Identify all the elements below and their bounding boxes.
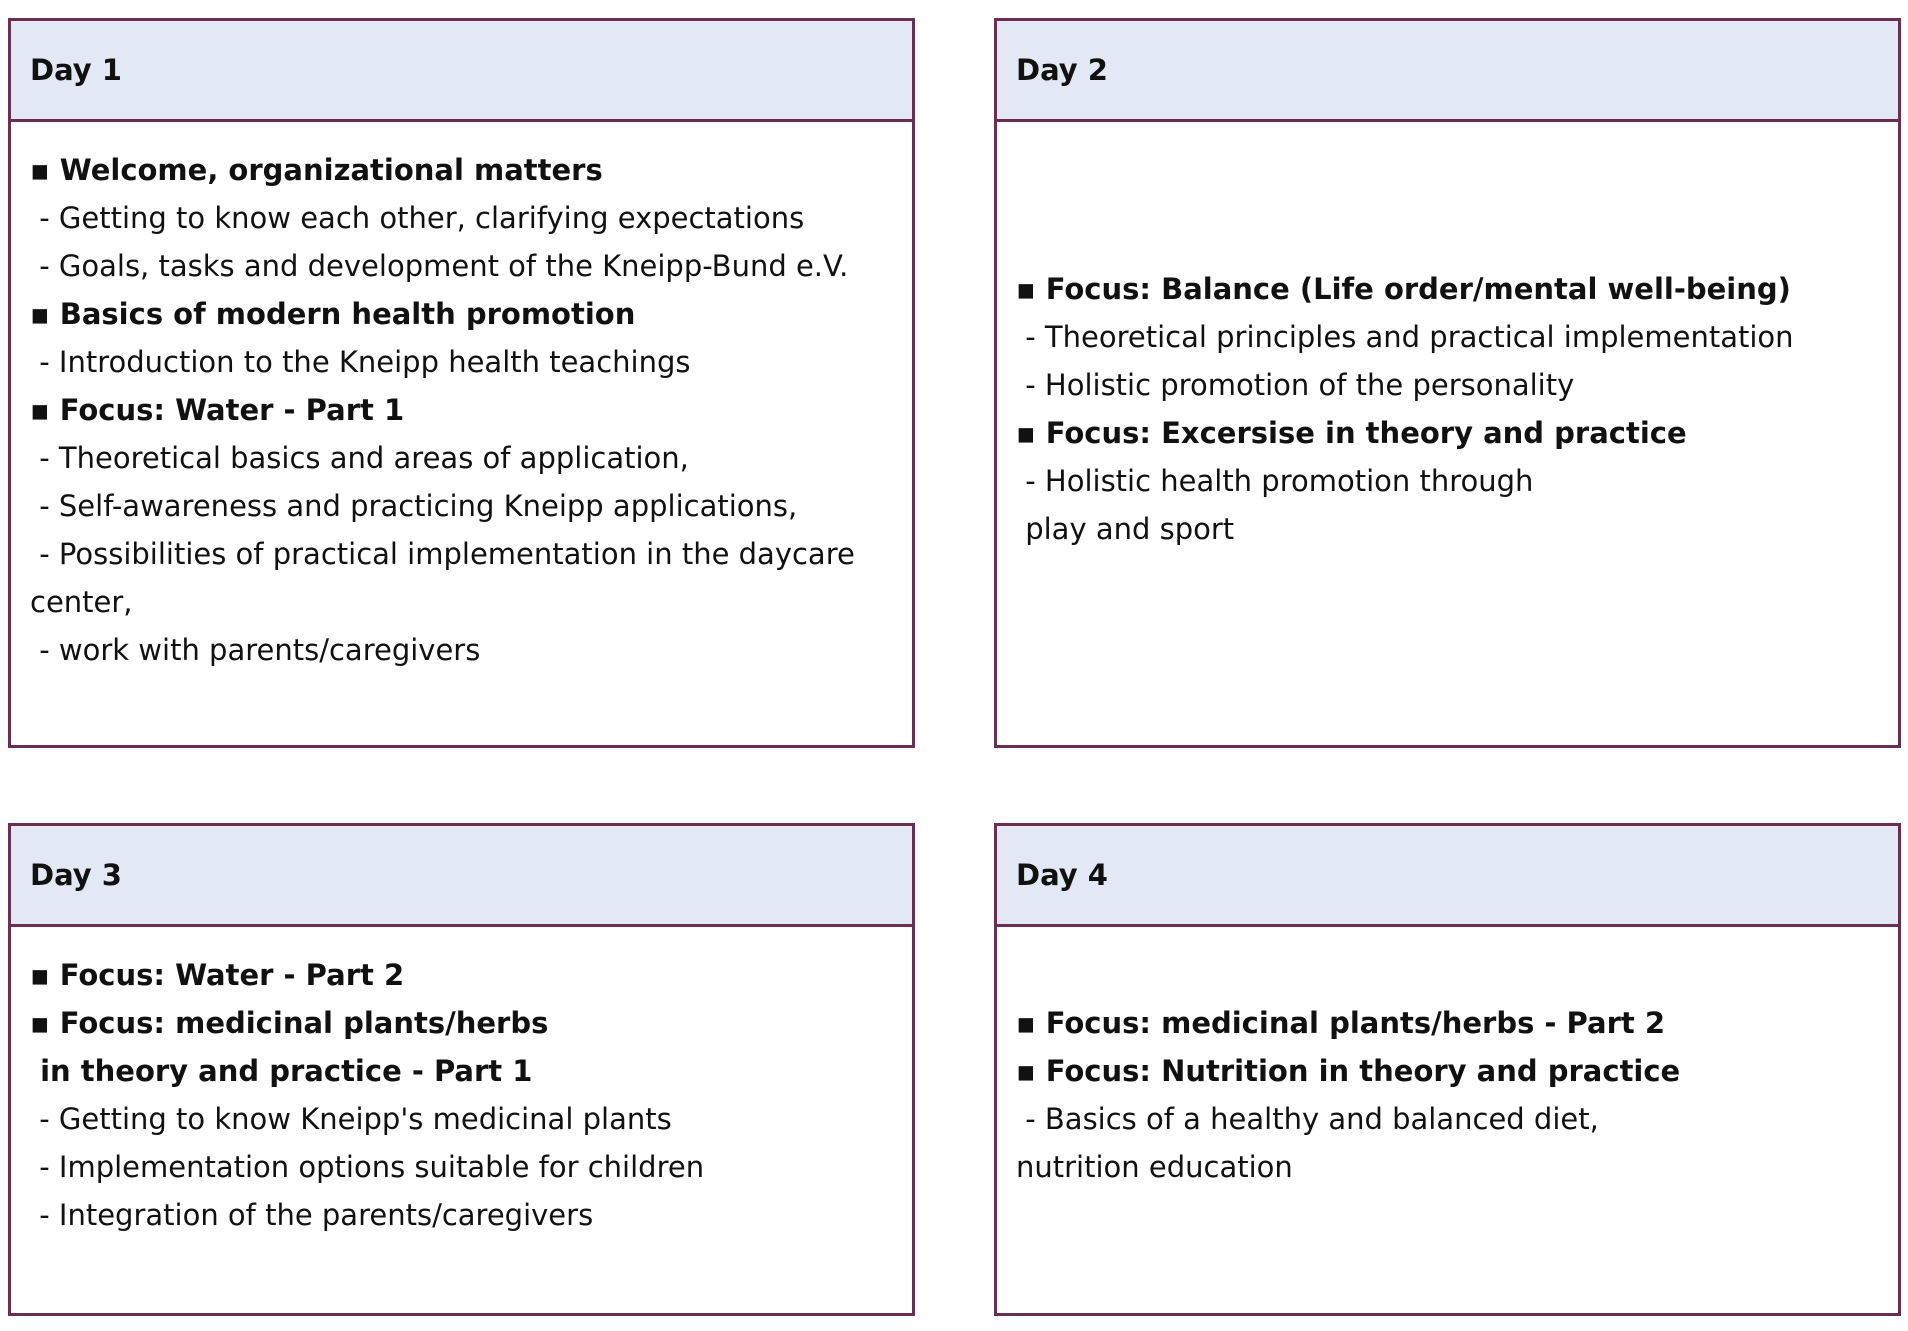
day-3-line: ▪ Focus: Water - Part 2 [30,958,405,992]
day-1-line: - work with parents/caregivers [30,633,481,667]
day-1-line: - Goals, tasks and development of the Kneipp-Bund e.V. [30,249,849,283]
day-2-card [994,18,1901,748]
day-3-card [8,823,915,1316]
day-2-line: play and sport [1016,512,1235,546]
day-1-content [11,122,912,674]
day-2-line: - Theoretical principles and practical implementation [1016,320,1794,354]
day-1-line: - Self-awareness and practicing Kneipp applications, [30,489,798,523]
day-1-line: - Theoretical basics and areas of application, [30,441,689,475]
day-4-title: Day 4 [997,826,1898,927]
day-2-line: ▪ Focus: Balance (Life order/mental well-being) [1016,272,1791,306]
day-2-content [997,122,1898,553]
day-1-line: - Introduction to the Kneipp health teachings [30,345,691,379]
day-4-content [997,927,1898,1191]
day-3-line: - Integration of the parents/caregivers [30,1198,594,1232]
day-1-title: Day 1 [11,21,912,122]
day-1-line: ▪ Welcome, organizational matters [30,153,603,187]
day-1-line: ▪ Focus: Water - Part 1 [30,393,405,427]
day-3-line: in theory and practice - Part 1 [30,1054,533,1088]
day-3-content [11,927,912,1239]
day-4-line: - Basics of a healthy and balanced diet, [1016,1102,1599,1136]
day-3-line: - Implementation options suitable for children [30,1150,705,1184]
day-2-line: ▪ Focus: Excersise in theory and practice [1016,416,1687,450]
day-4-line: ▪ Focus: Nutrition in theory and practice [1016,1054,1681,1088]
day-1-line: - Possibilities of practical implementation in the daycare [30,537,855,571]
day-4-card [994,823,1901,1316]
day-1-line: - Getting to know each other, clarifying expectations [30,201,805,235]
day-3-title: Day 3 [11,826,912,927]
day-1-line: center, [30,585,133,619]
day-1-card [8,18,915,748]
day-4-line: ▪ Focus: medicinal plants/herbs - Part 2 [1016,1006,1666,1040]
day-3-line: ▪ Focus: medicinal plants/herbs [30,1006,549,1040]
day-2-line: - Holistic health promotion through [1016,464,1534,498]
day-3-line: - Getting to know Kneipp's medicinal plants [30,1102,672,1136]
day-2-title: Day 2 [997,21,1898,122]
day-2-line: - Holistic promotion of the personality [1016,368,1575,402]
day-4-line: nutrition education [1016,1150,1293,1184]
day-1-line: ▪ Basics of modern health promotion [30,297,636,331]
